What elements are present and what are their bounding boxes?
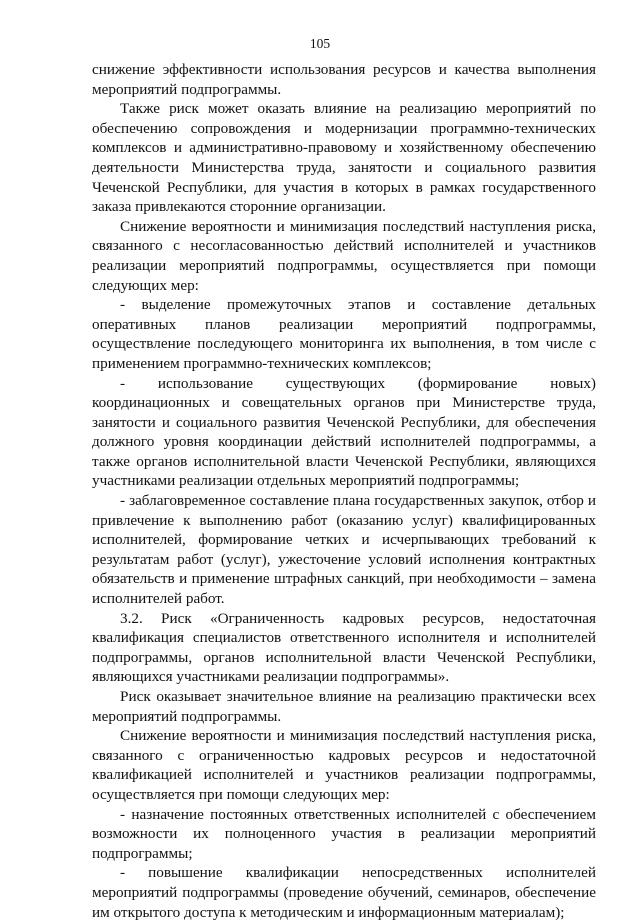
list-item: - повышение квалификации непосредственных исполнителей мероприятий подпрограммы (проведение обучений, семинаров, обеспечение им открытого доступа к методическим и информационным материалам);	[92, 864, 596, 921]
paragraph: Риск оказывает значительное влияние на реализацию практически всех мероприятий подпрограммы.	[92, 688, 596, 725]
paragraph: Снижение вероятности и минимизация последствий наступления риска, связанного с несогласованностью действий исполнителей и участников реализации мероприятий подпрограммы, осуществляется при помощи следующих мер:	[92, 217, 596, 294]
paragraph: 3.2. Риск «Ограниченность кадровых ресурсов, недостаточная квалификация специалистов ответственного исполнителя и исполнителей подпрограммы, органов исполнительной власти Чеченской Республики, являющихся участниками реализации подпрограммы».	[92, 609, 596, 686]
list-item: - заблаговременное составление плана государственных закупок, отбор и привлечение к выполнению работ (оказанию услуг) квалифицированных исполнителей, формирование четких и исчерпывающих требований к результатам работ (услуг), ужесточение условий исполнения контрактных обязательств и применение штрафных санкций, при необходимости – замена исполнителей работ.	[92, 492, 596, 608]
paragraph: снижение эффективности использования ресурсов и качества выполнения мероприятий подпрограммы.	[92, 61, 596, 98]
page-number: 105	[309, 36, 331, 51]
paragraph: Также риск может оказать влияние на реализацию мероприятий по обеспечению сопровождения и модернизации программно-технических комплексов и административно-правовому и хозяйственному обеспечению деятельности Министерства труда, занятости и социального развития Чеченской Республики, для участия в которых в рамках государственного заказа привлекаются сторонние организации.	[92, 100, 596, 216]
list-item: - использование существующих (формирование новых) координационных и совещательных органов при Министерстве труда, занятости и социального развития Чеченской Республики, для обеспечения должного уровня координации действий исполнителей подпрограммы, а также органов исполнительной власти Чеченской Республики, являющихся участниками реализации отдельных мероприятий подпрограммы;	[92, 374, 596, 490]
list-item: - выделение промежуточных этапов и составление детальных оперативных планов реализации мероприятий подпрограммы, осуществление последующего мониторинга их выполнения, в том числе с применением программно-технических комплексов;	[92, 296, 596, 372]
body-text	[92, 60, 596, 922]
paragraph: Снижение вероятности и минимизация последствий наступления риска, связанного с ограниченностью кадровых ресурсов и недостаточной квалификацией исполнителей и участников реализации подпрограммы, осуществляется при помощи следующих мер:	[92, 727, 596, 803]
list-item: - назначение постоянных ответственных исполнителей с обеспечением возможности их полноценного участия в реализации мероприятий подпрограммы;	[92, 805, 596, 862]
